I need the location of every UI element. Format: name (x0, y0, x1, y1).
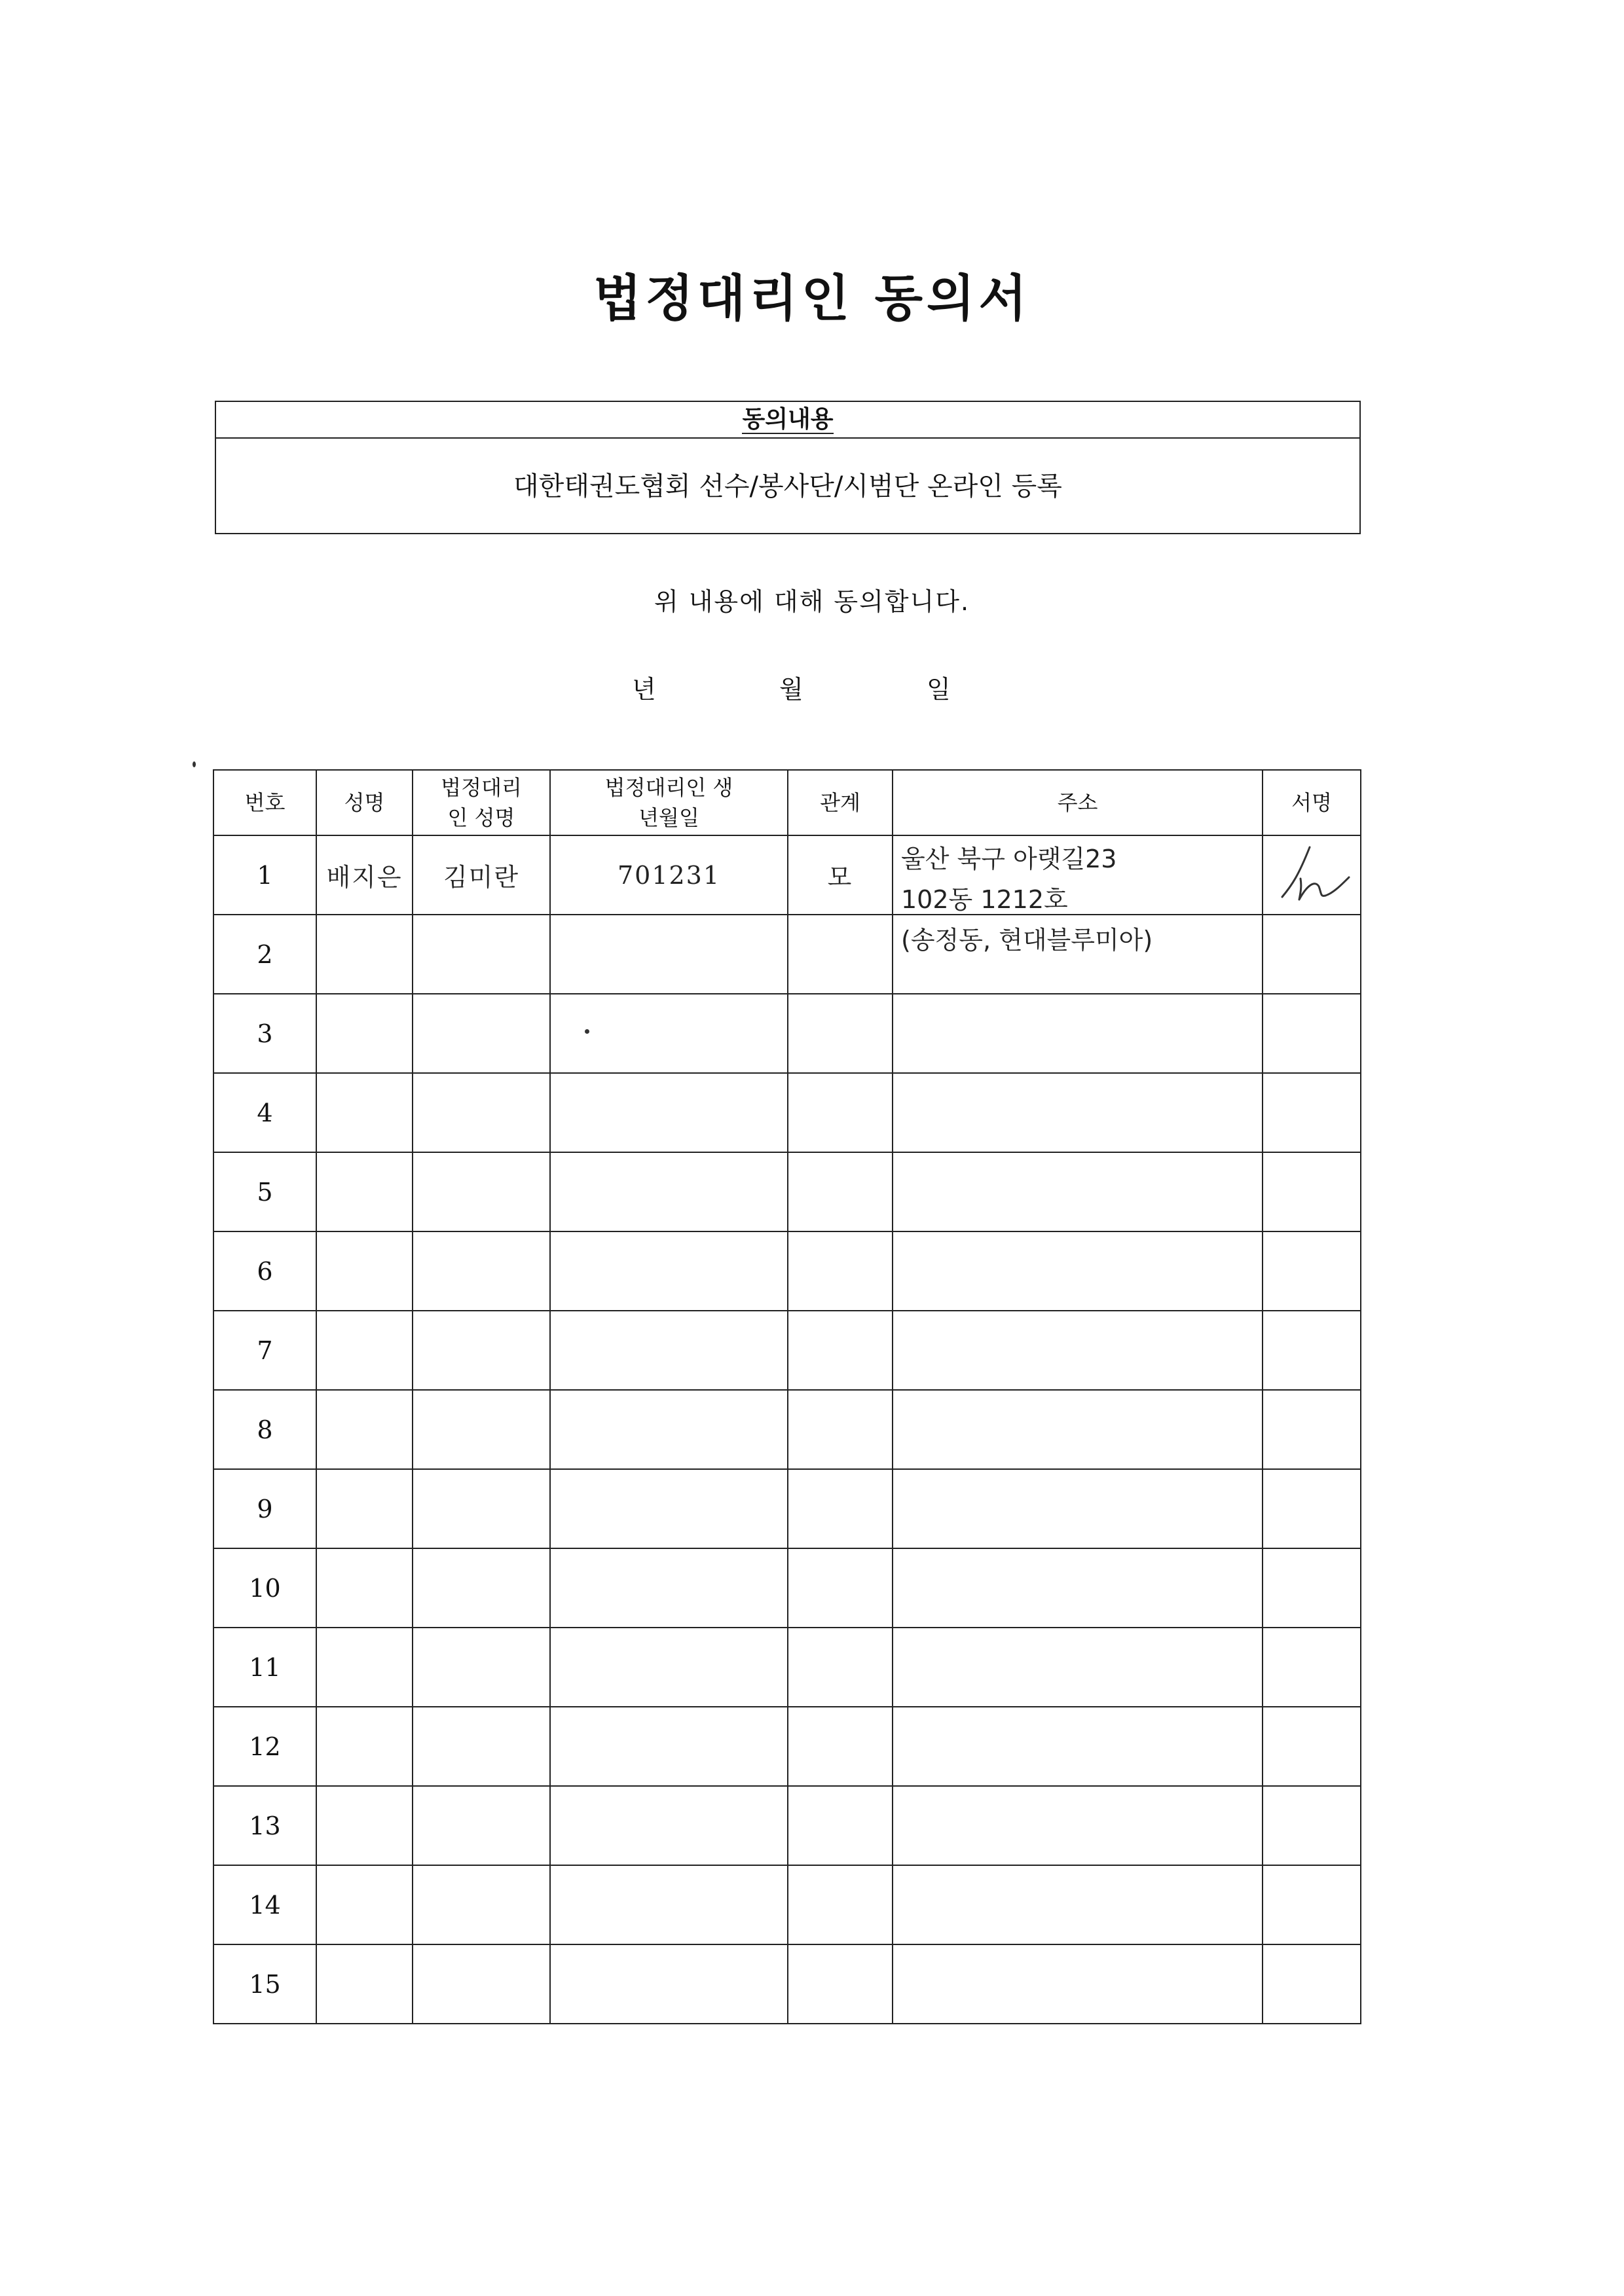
cell-relation (788, 994, 893, 1073)
cell-address (893, 1707, 1263, 1786)
cell-relation (788, 1944, 893, 2024)
table-row (213, 1628, 1361, 1707)
cell-number: 10 (213, 1548, 316, 1628)
cell-guardian-name (413, 1628, 550, 1707)
cell-signature (1263, 1311, 1361, 1390)
cell-relation (788, 1231, 893, 1311)
cell-address (893, 835, 1263, 955)
cell-number: 13 (213, 1786, 316, 1865)
header-signature: 서명 (1263, 770, 1361, 835)
cell-guardian-birthdate (550, 1707, 788, 1786)
cell-signature (1263, 1628, 1361, 1707)
cell-number: 15 (213, 1944, 316, 2024)
cell-name (316, 1231, 413, 1311)
table-row (213, 1390, 1361, 1469)
cell-number: 12 (213, 1707, 316, 1786)
date-day-label: 일 (927, 675, 951, 704)
cell-relation (788, 1707, 893, 1786)
header-guardian-birthdate: 법정대리인 생년월일 (550, 770, 788, 835)
cell-address (893, 1628, 1263, 1707)
cell-signature (1263, 1707, 1361, 1786)
cell-address (893, 1865, 1263, 1944)
cell-address (893, 1390, 1263, 1469)
cell-relation (788, 1152, 893, 1231)
cell-relation (788, 1311, 893, 1390)
cell-name (316, 1865, 413, 1944)
cell-signature (1263, 1944, 1361, 2024)
table-row (213, 1152, 1361, 1231)
cell-number: 8 (213, 1390, 316, 1469)
date-month-label: 월 (779, 675, 803, 704)
header-name: 성명 (316, 770, 413, 835)
cell-guardian-name (413, 1865, 550, 1944)
cell-guardian-birthdate (550, 1073, 788, 1152)
cell-guardian-birthdate (550, 1390, 788, 1469)
cell-signature (1263, 1073, 1361, 1152)
cell-guardian-birthdate (550, 1311, 788, 1390)
header-address: 주소 (893, 770, 1263, 835)
cell-signature (1263, 1469, 1361, 1548)
header-number: 번호 (213, 770, 316, 835)
cell-name (316, 1469, 413, 1548)
cell-signature (1263, 1152, 1361, 1231)
consent-box (215, 401, 1361, 534)
cell-name (316, 994, 413, 1073)
cell-address (893, 1469, 1263, 1548)
cell-guardian-name (413, 1311, 550, 1390)
cell-signature (1263, 1548, 1361, 1628)
cell-address (893, 1548, 1263, 1628)
cell-relation (788, 1469, 893, 1548)
cell-address (893, 1073, 1263, 1152)
handwritten-signature (1269, 839, 1354, 905)
cell-guardian-birthdate (550, 1944, 788, 2024)
cell-guardian-birthdate: 701231 (550, 835, 788, 915)
cell-guardian-name (413, 994, 550, 1073)
guardian-table (213, 769, 1361, 2024)
cell-guardian-birthdate (550, 1786, 788, 1865)
cell-relation (788, 915, 893, 994)
agreement-statement: 위 내용에 대해 동의합니다. (654, 587, 970, 616)
cell-address (893, 1231, 1263, 1311)
cell-name: 배지은 (316, 835, 413, 915)
cell-number: 3 (213, 994, 316, 1073)
cell-name (316, 1786, 413, 1865)
cell-signature (1263, 915, 1361, 994)
cell-signature (1263, 1786, 1361, 1865)
table-row (213, 1944, 1361, 2024)
cell-relation (788, 1865, 893, 1944)
cell-name (316, 1707, 413, 1786)
cell-name (316, 915, 413, 994)
cell-address (893, 1786, 1263, 1865)
table-row (213, 994, 1361, 1073)
cell-guardian-name (413, 1786, 550, 1865)
table-row (213, 1231, 1361, 1311)
cell-guardian-name (413, 1469, 550, 1548)
cell-number: 7 (213, 1311, 316, 1390)
table-row (213, 1469, 1361, 1548)
scan-speck (193, 761, 196, 767)
cell-number: 14 (213, 1865, 316, 1944)
cell-relation (788, 1073, 893, 1152)
cell-relation (788, 1786, 893, 1865)
cell-number: 11 (213, 1628, 316, 1707)
address-line: (송정동, 현대블루미아) (901, 926, 1153, 955)
cell-name (316, 1944, 413, 2024)
cell-number: 1 (213, 835, 316, 915)
table-row (213, 1786, 1361, 1865)
cell-name (316, 1548, 413, 1628)
cell-relation (788, 1548, 893, 1628)
address-line: 102동 1212호 (901, 885, 1068, 914)
cell-signature (1263, 1231, 1361, 1311)
table-row (213, 1311, 1361, 1390)
cell-guardian-name (413, 1707, 550, 1786)
cell-guardian-birthdate (550, 1152, 788, 1231)
cell-address (893, 1311, 1263, 1390)
cell-guardian-birthdate (550, 1865, 788, 1944)
consent-header-label: 동의내용 (742, 406, 834, 433)
table-row (213, 1548, 1361, 1628)
cell-address (893, 1152, 1263, 1231)
table-row (213, 1073, 1361, 1152)
cell-guardian-name (413, 915, 550, 994)
cell-guardian-birthdate (550, 1548, 788, 1628)
cell-name (316, 1628, 413, 1707)
cell-number: 2 (213, 915, 316, 994)
table-header-row (213, 770, 1361, 835)
table-row (213, 835, 1361, 915)
cell-signature (1263, 835, 1361, 915)
table-row (213, 915, 1361, 994)
cell-guardian-birthdate (550, 1628, 788, 1707)
cell-guardian-name (413, 1073, 550, 1152)
consent-header (216, 402, 1359, 439)
header-guardian-name: 법정대리인 성명 (413, 770, 550, 835)
document-title: 법정대리인 동의서 (593, 269, 1031, 327)
cell-guardian-birthdate (550, 1231, 788, 1311)
cell-guardian-name (413, 1944, 550, 2024)
cell-relation: 모 (788, 835, 893, 915)
cell-relation (788, 1628, 893, 1707)
cell-name (316, 1390, 413, 1469)
address-line: 울산 북구 아랫길23 (901, 845, 1117, 873)
cell-guardian-name (413, 1390, 550, 1469)
cell-number: 9 (213, 1469, 316, 1548)
cell-number: 6 (213, 1231, 316, 1311)
cell-guardian-name (413, 1548, 550, 1628)
table-row (213, 1865, 1361, 1944)
cell-relation (788, 1390, 893, 1469)
table-row (213, 1707, 1361, 1786)
cell-name (316, 1152, 413, 1231)
cell-number: 5 (213, 1152, 316, 1231)
cell-signature (1263, 994, 1361, 1073)
cell-address (893, 994, 1263, 1073)
date-year-label: 년 (632, 675, 656, 704)
cell-name (316, 1073, 413, 1152)
scan-speck (585, 1029, 589, 1034)
consent-body: 대한태권도협회 선수/봉사단/시범단 온라인 등록 (513, 471, 1062, 501)
header-relation: 관계 (788, 770, 893, 835)
cell-guardian-name (413, 1231, 550, 1311)
cell-signature (1263, 1390, 1361, 1469)
cell-guardian-birthdate (550, 1469, 788, 1548)
cell-guardian-name (413, 1152, 550, 1231)
cell-guardian-name: 김미란 (413, 835, 550, 915)
cell-number: 4 (213, 1073, 316, 1152)
cell-address (893, 915, 1263, 994)
cell-name (316, 1311, 413, 1390)
cell-address (893, 1944, 1263, 2024)
cell-signature (1263, 1865, 1361, 1944)
cell-guardian-birthdate (550, 915, 788, 994)
